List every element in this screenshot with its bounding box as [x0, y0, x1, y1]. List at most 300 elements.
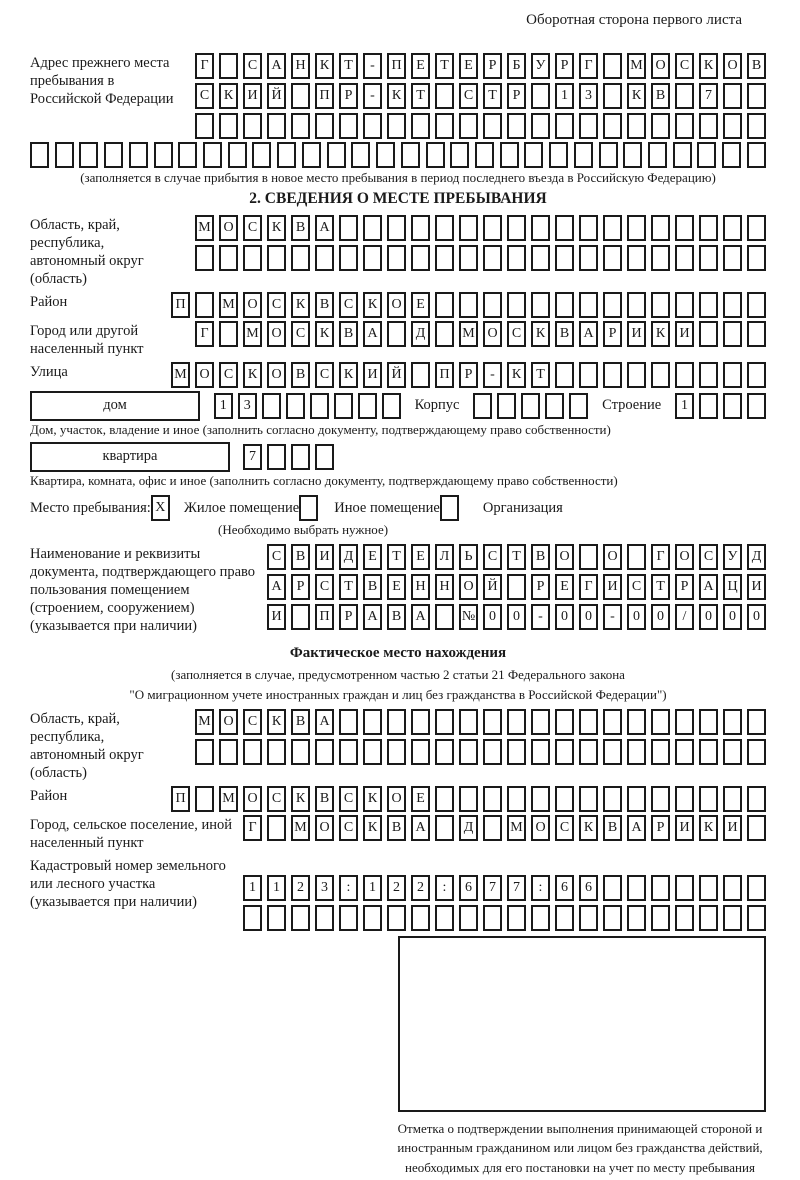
district-char-cell[interactable]: Е — [411, 292, 430, 318]
document-char-cell[interactable]: 0 — [651, 604, 670, 630]
fact-region-char-cell[interactable] — [747, 739, 766, 765]
document-char-cell[interactable]: А — [363, 604, 382, 630]
document-char-cell[interactable]: Д — [339, 544, 358, 570]
apartment-char-cell[interactable] — [315, 444, 334, 470]
document-char-cell[interactable]: О — [459, 574, 478, 600]
prev-address-char-cell[interactable] — [277, 142, 296, 168]
prev-address-char-cell[interactable] — [219, 53, 238, 79]
prev-address-char-cell[interactable]: В — [651, 83, 670, 109]
fact-district-char-cell[interactable]: В — [315, 786, 334, 812]
region-char-cell[interactable] — [219, 245, 238, 271]
region-char-cell[interactable] — [363, 215, 382, 241]
prev-address-char-cell[interactable]: П — [315, 83, 334, 109]
prev-address-char-cell[interactable]: П — [387, 53, 406, 79]
prev-address-char-cell[interactable] — [426, 142, 445, 168]
prev-address-char-cell[interactable] — [603, 53, 622, 79]
document-char-cell[interactable]: Т — [507, 544, 526, 570]
cadastre-char-cell[interactable]: 6 — [555, 875, 574, 901]
cadastre-char-cell[interactable] — [747, 905, 766, 931]
document-char-cell[interactable] — [435, 604, 454, 630]
prev-address-char-cell[interactable] — [603, 113, 622, 139]
prev-address-char-cell[interactable]: А — [267, 53, 286, 79]
document-char-cell[interactable]: С — [699, 544, 718, 570]
cadastre-char-cell[interactable] — [291, 905, 310, 931]
fact-region-char-cell[interactable] — [723, 739, 742, 765]
fact-city-char-cell[interactable]: М — [507, 815, 526, 841]
prev-address-char-cell[interactable] — [30, 142, 49, 168]
prev-address-char-cell[interactable] — [302, 142, 321, 168]
fact-city-char-cell[interactable]: М — [291, 815, 310, 841]
prev-address-char-cell[interactable] — [104, 142, 123, 168]
document-char-cell[interactable]: 0 — [699, 604, 718, 630]
cadastre-char-cell[interactable] — [579, 905, 598, 931]
fact-district-char-cell[interactable]: С — [267, 786, 286, 812]
fact-region-char-cell[interactable] — [267, 739, 286, 765]
street-char-cell[interactable]: К — [339, 362, 358, 388]
cadastre-char-cell[interactable] — [723, 905, 742, 931]
fact-city-char-cell[interactable]: С — [339, 815, 358, 841]
fact-region-char-cell[interactable]: С — [243, 709, 262, 735]
prev-address-char-cell[interactable] — [483, 113, 502, 139]
district-char-cell[interactable] — [555, 292, 574, 318]
district-char-cell[interactable] — [459, 292, 478, 318]
prev-address-char-cell[interactable]: Р — [555, 53, 574, 79]
street-char-cell[interactable]: - — [483, 362, 502, 388]
cadastre-char-cell[interactable] — [675, 875, 694, 901]
fact-region-char-cell[interactable] — [723, 709, 742, 735]
prev-address-char-cell[interactable] — [623, 142, 642, 168]
street-char-cell[interactable]: П — [435, 362, 454, 388]
prev-address-char-cell[interactable] — [555, 113, 574, 139]
fact-region-char-cell[interactable] — [555, 709, 574, 735]
prev-address-char-cell[interactable] — [579, 113, 598, 139]
street-char-cell[interactable] — [675, 362, 694, 388]
fact-region-char-cell[interactable] — [483, 739, 502, 765]
checkbox-residential-premises[interactable]: X — [151, 495, 170, 521]
region-char-cell[interactable] — [627, 245, 646, 271]
region-char-cell[interactable]: А — [315, 215, 334, 241]
cadastre-char-cell[interactable]: 3 — [315, 875, 334, 901]
fact-region-char-cell[interactable] — [243, 739, 262, 765]
fact-region-char-cell[interactable] — [675, 739, 694, 765]
prev-address-char-cell[interactable] — [203, 142, 222, 168]
city-char-cell[interactable]: С — [291, 321, 310, 347]
prev-address-char-cell[interactable] — [411, 113, 430, 139]
document-char-cell[interactable]: 0 — [579, 604, 598, 630]
fact-district-char-cell[interactable] — [555, 786, 574, 812]
document-char-cell[interactable]: № — [459, 604, 478, 630]
region-char-cell[interactable] — [651, 245, 670, 271]
prev-address-char-cell[interactable]: - — [363, 53, 382, 79]
fact-district-char-cell[interactable] — [507, 786, 526, 812]
fact-district-char-cell[interactable] — [627, 786, 646, 812]
house-char-cell[interactable] — [286, 393, 305, 419]
stroenie-char-cell[interactable] — [747, 393, 766, 419]
document-char-cell[interactable]: Н — [435, 574, 454, 600]
region-char-cell[interactable] — [363, 245, 382, 271]
fact-region-char-cell[interactable] — [651, 709, 670, 735]
district-char-cell[interactable]: О — [243, 292, 262, 318]
prev-address-char-cell[interactable] — [351, 142, 370, 168]
street-char-cell[interactable] — [579, 362, 598, 388]
district-char-cell[interactable]: П — [171, 292, 190, 318]
document-char-cell[interactable]: О — [555, 544, 574, 570]
korpus-char-cell[interactable] — [545, 393, 564, 419]
house-char-cell[interactable] — [358, 393, 377, 419]
cadastre-char-cell[interactable]: 2 — [411, 875, 430, 901]
fact-district-char-cell[interactable] — [603, 786, 622, 812]
stroenie-char-cell[interactable]: 1 — [675, 393, 694, 419]
prev-address-char-cell[interactable] — [435, 83, 454, 109]
fact-region-char-cell[interactable] — [483, 709, 502, 735]
city-char-cell[interactable]: К — [651, 321, 670, 347]
street-char-cell[interactable]: О — [195, 362, 214, 388]
document-char-cell[interactable]: - — [531, 604, 550, 630]
document-char-cell[interactable]: Д — [747, 544, 766, 570]
city-char-cell[interactable]: К — [531, 321, 550, 347]
street-char-cell[interactable] — [747, 362, 766, 388]
prev-address-char-cell[interactable]: С — [459, 83, 478, 109]
fact-district-char-cell[interactable]: С — [339, 786, 358, 812]
prev-address-char-cell[interactable]: Й — [267, 83, 286, 109]
prev-address-char-cell[interactable] — [243, 113, 262, 139]
cadastre-char-cell[interactable] — [699, 905, 718, 931]
document-char-cell[interactable]: О — [603, 544, 622, 570]
prev-address-char-cell[interactable] — [675, 83, 694, 109]
street-char-cell[interactable] — [699, 362, 718, 388]
prev-address-char-cell[interactable]: С — [675, 53, 694, 79]
fact-region-char-cell[interactable] — [411, 709, 430, 735]
document-char-cell[interactable]: - — [603, 604, 622, 630]
prev-address-char-cell[interactable] — [747, 83, 766, 109]
apartment-char-cell[interactable] — [267, 444, 286, 470]
document-char-cell[interactable]: 0 — [723, 604, 742, 630]
document-char-cell[interactable]: А — [699, 574, 718, 600]
house-char-cell[interactable]: 3 — [238, 393, 257, 419]
prev-address-char-cell[interactable] — [723, 83, 742, 109]
street-char-cell[interactable]: С — [219, 362, 238, 388]
fact-region-char-cell[interactable] — [459, 739, 478, 765]
region-char-cell[interactable] — [531, 245, 550, 271]
fact-district-char-cell[interactable]: К — [363, 786, 382, 812]
apartment-char-cell[interactable]: 7 — [243, 444, 262, 470]
district-char-cell[interactable] — [435, 292, 454, 318]
document-char-cell[interactable]: Р — [531, 574, 550, 600]
region-char-cell[interactable] — [531, 215, 550, 241]
city-char-cell[interactable]: М — [243, 321, 262, 347]
prev-address-char-cell[interactable] — [178, 142, 197, 168]
city-char-cell[interactable]: О — [267, 321, 286, 347]
fact-city-char-cell[interactable]: Г — [243, 815, 262, 841]
fact-district-char-cell[interactable] — [675, 786, 694, 812]
fact-district-char-cell[interactable] — [483, 786, 502, 812]
document-char-cell[interactable]: Т — [339, 574, 358, 600]
prev-address-char-cell[interactable] — [55, 142, 74, 168]
prev-address-char-cell[interactable] — [475, 142, 494, 168]
cadastre-char-cell[interactable]: 1 — [243, 875, 262, 901]
document-char-cell[interactable]: 0 — [747, 604, 766, 630]
district-char-cell[interactable] — [699, 292, 718, 318]
cadastre-char-cell[interactable] — [603, 905, 622, 931]
region-char-cell[interactable] — [339, 245, 358, 271]
document-char-cell[interactable]: Е — [363, 544, 382, 570]
region-char-cell[interactable] — [579, 215, 598, 241]
fact-city-char-cell[interactable]: С — [555, 815, 574, 841]
cadastre-char-cell[interactable] — [363, 905, 382, 931]
prev-address-char-cell[interactable]: В — [747, 53, 766, 79]
cadastre-char-cell[interactable] — [651, 875, 670, 901]
region-char-cell[interactable]: М — [195, 215, 214, 241]
fact-district-char-cell[interactable]: К — [291, 786, 310, 812]
cadastre-char-cell[interactable] — [507, 905, 526, 931]
fact-region-char-cell[interactable] — [627, 709, 646, 735]
fact-region-char-cell[interactable] — [747, 709, 766, 735]
city-char-cell[interactable]: И — [627, 321, 646, 347]
prev-address-char-cell[interactable]: К — [315, 53, 334, 79]
cadastre-char-cell[interactable] — [675, 905, 694, 931]
prev-address-char-cell[interactable]: И — [243, 83, 262, 109]
prev-address-char-cell[interactable]: Т — [483, 83, 502, 109]
city-char-cell[interactable]: О — [483, 321, 502, 347]
fact-city-char-cell[interactable]: И — [723, 815, 742, 841]
prev-address-char-cell[interactable] — [699, 113, 718, 139]
fact-region-char-cell[interactable] — [387, 709, 406, 735]
city-char-cell[interactable] — [699, 321, 718, 347]
prev-address-char-cell[interactable] — [219, 113, 238, 139]
city-char-cell[interactable]: К — [315, 321, 334, 347]
district-char-cell[interactable]: С — [267, 292, 286, 318]
district-char-cell[interactable] — [747, 292, 766, 318]
city-char-cell[interactable]: М — [459, 321, 478, 347]
document-char-cell[interactable]: У — [723, 544, 742, 570]
house-char-cell[interactable] — [262, 393, 281, 419]
district-char-cell[interactable] — [579, 292, 598, 318]
prev-address-char-cell[interactable]: Т — [339, 53, 358, 79]
prev-address-char-cell[interactable] — [291, 83, 310, 109]
street-char-cell[interactable]: О — [267, 362, 286, 388]
prev-address-char-cell[interactable] — [603, 83, 622, 109]
document-char-cell[interactable]: Ц — [723, 574, 742, 600]
prev-address-char-cell[interactable] — [507, 113, 526, 139]
prev-address-char-cell[interactable]: 1 — [555, 83, 574, 109]
street-char-cell[interactable]: И — [363, 362, 382, 388]
prev-address-char-cell[interactable] — [500, 142, 519, 168]
region-char-cell[interactable] — [291, 245, 310, 271]
fact-city-char-cell[interactable]: А — [411, 815, 430, 841]
prev-address-char-cell[interactable] — [435, 113, 454, 139]
fact-city-char-cell[interactable]: К — [699, 815, 718, 841]
prev-address-char-cell[interactable] — [549, 142, 568, 168]
district-char-cell[interactable]: С — [339, 292, 358, 318]
fact-district-char-cell[interactable] — [651, 786, 670, 812]
city-char-cell[interactable]: А — [363, 321, 382, 347]
prev-address-char-cell[interactable]: Р — [339, 83, 358, 109]
street-char-cell[interactable]: К — [507, 362, 526, 388]
fact-region-char-cell[interactable] — [195, 739, 214, 765]
fact-district-char-cell[interactable]: О — [243, 786, 262, 812]
fact-district-char-cell[interactable] — [459, 786, 478, 812]
fact-region-char-cell[interactable] — [315, 739, 334, 765]
cadastre-char-cell[interactable]: 2 — [291, 875, 310, 901]
prev-address-char-cell[interactable] — [531, 113, 550, 139]
city-char-cell[interactable]: Г — [195, 321, 214, 347]
prev-address-char-cell[interactable] — [401, 142, 420, 168]
document-char-cell[interactable]: / — [675, 604, 694, 630]
prev-address-char-cell[interactable] — [129, 142, 148, 168]
cadastre-char-cell[interactable] — [267, 905, 286, 931]
district-char-cell[interactable] — [723, 292, 742, 318]
house-char-cell[interactable] — [382, 393, 401, 419]
prev-address-char-cell[interactable] — [79, 142, 98, 168]
prev-address-char-cell[interactable]: Р — [507, 83, 526, 109]
district-char-cell[interactable]: В — [315, 292, 334, 318]
fact-region-char-cell[interactable] — [675, 709, 694, 735]
document-char-cell[interactable]: 0 — [627, 604, 646, 630]
region-char-cell[interactable] — [603, 215, 622, 241]
checkbox-other-premises[interactable] — [299, 495, 318, 521]
house-char-cell[interactable] — [334, 393, 353, 419]
prev-address-char-cell[interactable]: Т — [435, 53, 454, 79]
region-char-cell[interactable] — [555, 215, 574, 241]
city-char-cell[interactable]: В — [339, 321, 358, 347]
district-char-cell[interactable]: М — [219, 292, 238, 318]
region-char-cell[interactable] — [507, 245, 526, 271]
region-char-cell[interactable] — [603, 245, 622, 271]
document-char-cell[interactable] — [507, 574, 526, 600]
region-char-cell[interactable] — [723, 245, 742, 271]
district-char-cell[interactable] — [195, 292, 214, 318]
fact-district-char-cell[interactable] — [195, 786, 214, 812]
document-char-cell[interactable]: 0 — [555, 604, 574, 630]
document-char-cell[interactable]: Ь — [459, 544, 478, 570]
street-char-cell[interactable]: Т — [531, 362, 550, 388]
prev-address-char-cell[interactable] — [648, 142, 667, 168]
prev-address-char-cell[interactable]: Н — [291, 53, 310, 79]
document-char-cell[interactable]: В — [291, 544, 310, 570]
street-char-cell[interactable] — [411, 362, 430, 388]
fact-city-char-cell[interactable] — [747, 815, 766, 841]
fact-region-char-cell[interactable] — [339, 739, 358, 765]
street-char-cell[interactable]: М — [171, 362, 190, 388]
prev-address-char-cell[interactable] — [267, 113, 286, 139]
cadastre-char-cell[interactable]: 2 — [387, 875, 406, 901]
prev-address-char-cell[interactable] — [531, 83, 550, 109]
region-char-cell[interactable]: В — [291, 215, 310, 241]
cadastre-char-cell[interactable]: : — [435, 875, 454, 901]
region-char-cell[interactable] — [483, 245, 502, 271]
prev-address-char-cell[interactable] — [697, 142, 716, 168]
fact-region-char-cell[interactable]: К — [267, 709, 286, 735]
stroenie-char-cell[interactable] — [723, 393, 742, 419]
cadastre-char-cell[interactable] — [459, 905, 478, 931]
cadastre-char-cell[interactable]: 7 — [483, 875, 502, 901]
cadastre-char-cell[interactable]: 1 — [267, 875, 286, 901]
fact-region-char-cell[interactable]: В — [291, 709, 310, 735]
city-char-cell[interactable] — [435, 321, 454, 347]
prev-address-char-cell[interactable] — [387, 113, 406, 139]
prev-address-char-cell[interactable] — [599, 142, 618, 168]
cadastre-char-cell[interactable] — [699, 875, 718, 901]
prev-address-char-cell[interactable] — [747, 113, 766, 139]
fact-region-char-cell[interactable] — [579, 709, 598, 735]
prev-address-char-cell[interactable] — [376, 142, 395, 168]
fact-region-char-cell[interactable] — [507, 709, 526, 735]
district-char-cell[interactable]: К — [291, 292, 310, 318]
document-char-cell[interactable]: Т — [387, 544, 406, 570]
korpus-char-cell[interactable] — [569, 393, 588, 419]
document-char-cell[interactable] — [627, 544, 646, 570]
city-char-cell[interactable]: С — [507, 321, 526, 347]
fact-region-char-cell[interactable] — [411, 739, 430, 765]
district-char-cell[interactable]: О — [387, 292, 406, 318]
prev-address-char-cell[interactable] — [524, 142, 543, 168]
fact-region-char-cell[interactable] — [531, 739, 550, 765]
region-char-cell[interactable] — [339, 215, 358, 241]
fact-district-char-cell[interactable] — [435, 786, 454, 812]
korpus-char-cell[interactable] — [497, 393, 516, 419]
cadastre-char-cell[interactable] — [627, 875, 646, 901]
prev-address-char-cell[interactable] — [291, 113, 310, 139]
cadastre-char-cell[interactable]: 7 — [507, 875, 526, 901]
region-char-cell[interactable] — [747, 215, 766, 241]
prev-address-char-cell[interactable]: Е — [411, 53, 430, 79]
document-char-cell[interactable]: Е — [411, 544, 430, 570]
document-char-cell[interactable]: Е — [555, 574, 574, 600]
document-char-cell[interactable]: В — [363, 574, 382, 600]
fact-region-char-cell[interactable] — [363, 709, 382, 735]
prev-address-char-cell[interactable] — [574, 142, 593, 168]
cadastre-char-cell[interactable] — [555, 905, 574, 931]
prev-address-char-cell[interactable] — [651, 113, 670, 139]
city-char-cell[interactable]: В — [555, 321, 574, 347]
cadastre-char-cell[interactable] — [627, 905, 646, 931]
prev-address-char-cell[interactable] — [327, 142, 346, 168]
cadastre-char-cell[interactable] — [483, 905, 502, 931]
fact-region-char-cell[interactable] — [603, 739, 622, 765]
fact-city-char-cell[interactable]: И — [675, 815, 694, 841]
region-char-cell[interactable] — [483, 215, 502, 241]
district-char-cell[interactable] — [531, 292, 550, 318]
document-char-cell[interactable]: Н — [411, 574, 430, 600]
region-char-cell[interactable] — [195, 245, 214, 271]
region-char-cell[interactable] — [387, 245, 406, 271]
region-char-cell[interactable] — [627, 215, 646, 241]
fact-district-char-cell[interactable]: М — [219, 786, 238, 812]
document-char-cell[interactable]: С — [627, 574, 646, 600]
prev-address-char-cell[interactable]: К — [627, 83, 646, 109]
region-char-cell[interactable] — [675, 245, 694, 271]
document-char-cell[interactable]: Г — [579, 574, 598, 600]
cadastre-char-cell[interactable] — [603, 875, 622, 901]
district-char-cell[interactable] — [627, 292, 646, 318]
street-char-cell[interactable]: К — [243, 362, 262, 388]
prev-address-char-cell[interactable]: С — [195, 83, 214, 109]
prev-address-char-cell[interactable]: К — [219, 83, 238, 109]
document-char-cell[interactable]: Р — [675, 574, 694, 600]
cadastre-char-cell[interactable] — [723, 875, 742, 901]
cadastre-char-cell[interactable]: 1 — [363, 875, 382, 901]
prev-address-char-cell[interactable] — [747, 142, 766, 168]
region-char-cell[interactable] — [507, 215, 526, 241]
fact-city-char-cell[interactable]: Д — [459, 815, 478, 841]
fact-district-char-cell[interactable] — [747, 786, 766, 812]
document-char-cell[interactable]: И — [603, 574, 622, 600]
fact-region-char-cell[interactable] — [507, 739, 526, 765]
document-char-cell[interactable]: Й — [483, 574, 502, 600]
prev-address-char-cell[interactable] — [459, 113, 478, 139]
prev-address-char-cell[interactable]: Г — [195, 53, 214, 79]
prev-address-char-cell[interactable]: К — [699, 53, 718, 79]
